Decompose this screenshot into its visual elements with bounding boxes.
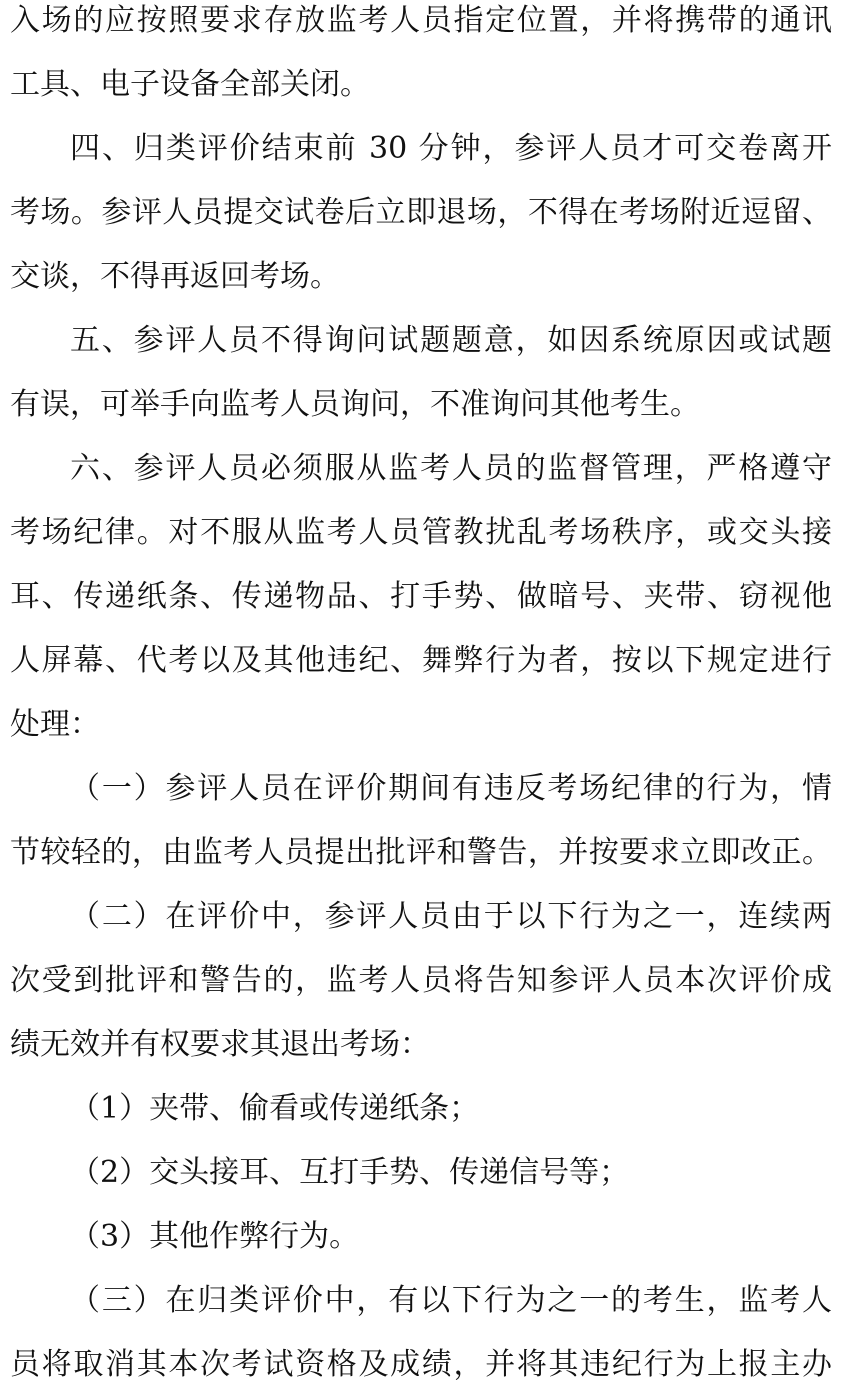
item-one-start: （一）参评人员在评价期间有违反考场纪律的行为，情 [70,771,832,806]
paragraph-five-start: 五、参评人员不得询问试题题意，如因系统原因或试题 [70,323,832,358]
text-line: 耳、传递纸条、传递物品、打手势、做暗号、夹带、窃视他 [10,579,832,614]
sub-item-2: （2）交头接耳、互打手势、传递信号等； [70,1155,630,1190]
sub-item-3: （3）其他作弊行为。 [70,1219,360,1254]
text-line: 考场纪律。对不服从监考人员管教扰乱考场秩序，或交头接 [10,515,832,550]
paragraph-four-start: 四、归类评价结束前 30 分钟，参评人员才可交卷离开 [70,131,832,166]
text-line: 有误，可举手向监考人员询问，不准询问其他考生。 [10,387,700,422]
text-line: 入场的应按照要求存放监考人员指定位置，并将携带的通讯 [10,3,832,38]
text-line: 考场。参评人员提交试卷后立即退场，不得在考场附近逗留、 [10,195,832,230]
item-three-start: （三）在归类评价中，有以下行为之一的考生，监考人 [70,1283,832,1318]
text-line: 工具、电子设备全部关闭。 [10,67,370,102]
text-line: 绩无效并有权要求其退出考场： [10,1027,430,1062]
item-two-start: （二）在评价中，参评人员由于以下行为之一，连续两 [70,899,832,934]
text-line: 次受到批评和警告的，监考人员将告知参评人员本次评价成 [10,963,832,998]
text-line: 节较轻的，由监考人员提出批评和警告，并按要求立即改正。 [10,835,832,870]
sub-item-1: （1）夹带、偷看或传递纸条； [70,1091,480,1126]
text-line: 人屏幕、代考以及其他违纪、舞弊行为者，按以下规定进行 [10,643,832,678]
paragraph-six-start: 六、参评人员必须服从监考人员的监督管理，严格遵守 [70,451,832,486]
text-line: 处理： [10,707,100,742]
text-line: 交谈，不得再返回考场。 [10,259,340,294]
text-line: 员将取消其本次考试资格及成绩，并将其违纪行为上报主办 [10,1347,832,1382]
